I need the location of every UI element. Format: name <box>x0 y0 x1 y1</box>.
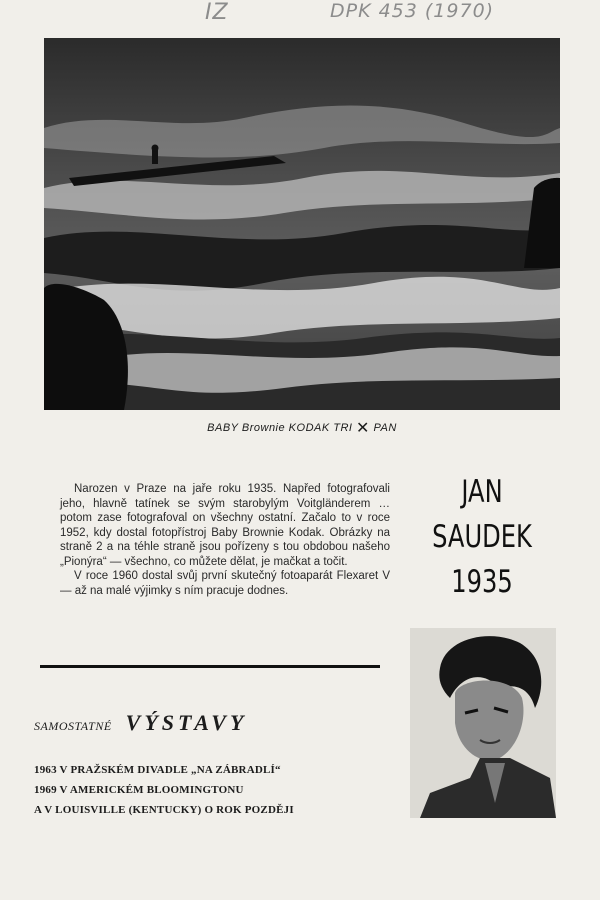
biography <box>60 482 390 598</box>
horizontal-divider <box>40 665 380 668</box>
birth-year: 1935 <box>451 564 513 600</box>
river-canoe-photo-illustration <box>44 38 560 410</box>
last-name: SAUDEK <box>432 519 532 555</box>
archive-mark-left: IZ <box>205 0 229 25</box>
exhibition-line: 1963 V PRAŽSKÉM DIVADLE „NA ZÁBRADLÍ“ <box>34 764 281 776</box>
first-name: JAN <box>461 474 503 510</box>
exhibitions-heading-big: VÝSTAVY <box>125 710 248 735</box>
artist-name-block <box>427 470 536 605</box>
archive-mark-right: DPK 453 (1970) <box>330 0 495 22</box>
artist-portrait <box>410 628 556 818</box>
exhibitions-heading <box>34 710 394 736</box>
exhibitions-list <box>34 760 394 820</box>
caption-text: BABY Brownie KODAK TRI <box>207 422 353 434</box>
exhibitions-heading-small: SAMOSTATNÉ <box>34 719 112 733</box>
portrait-illustration <box>410 628 556 818</box>
bio-paragraph-1: Narozen v Praze na jaře roku 1935. Napřed fotografovali jeho, hlavně tatínek se svým starobylým Voitgländerem … potom zase fotografoval on všechny ostatní. Začalo to v roce 1952, kdy dostal fotopřístroj Baby Brownie Kodak. Obrázky na straně 2 a na téhle straně jsou pořízeny s tou obdobou našeho „Pionýra“ — všechno, co můžete dělat, je mačkat a točit. <box>60 483 390 568</box>
exhibition-line: A V LOUISVILLE (KENTUCKY) O ROK POZDĚJI <box>34 804 294 816</box>
cross-mark: ✕ <box>356 420 370 437</box>
exhibition-line: 1969 V AMERICKÉM BLOOMINGTONU <box>34 784 244 796</box>
landscape-photo <box>44 38 560 410</box>
caption-suffix: PAN <box>373 422 397 434</box>
bio-paragraph-2: V roce 1960 dostal svůj první skutečný fotoaparát Flexaret V — až na malé výjimky s ním pracuje dodnes. <box>60 570 390 597</box>
photo-caption <box>44 418 560 438</box>
